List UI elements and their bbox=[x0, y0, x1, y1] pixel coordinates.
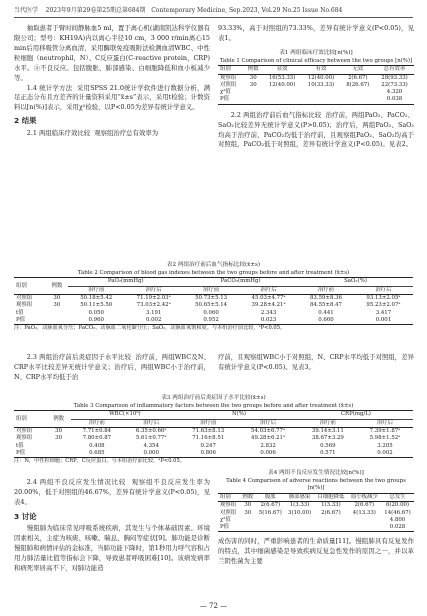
table-cell: 45.03±4.77ᵃ bbox=[251, 294, 286, 301]
table-1-caption-cn: 表1 两组临床疗效比较[n(%)] bbox=[279, 49, 353, 56]
table-cell: 16(53.33) bbox=[268, 74, 296, 81]
discussion-continuation: 成伤害的同时，严重影响患者的生命质量[11]。慢阻肺具有反复发作的特点，其中细菌感染是导致疾病反复急性发作的原因之一，并以革兰阴性菌为主要 bbox=[218, 537, 414, 566]
table-cell: t值 bbox=[16, 442, 24, 449]
table-cell: 50.65±5.14 bbox=[195, 302, 228, 309]
table-3-header-cell: 组别 bbox=[14, 411, 47, 428]
table-cell: 2.343 bbox=[260, 309, 277, 316]
section-2-3-body: 治疗前，两组WBC及N、CRP水平比较差异无统计学意义；治疗后，两组WBC小于治疗前，N、CRP水平均低于治 bbox=[14, 353, 210, 381]
table-2-sub-header: 治疗后 bbox=[145, 286, 162, 293]
journal-info-en: Contemporary Medicine, Sep.2023, Vol.29 No.25 Issue No.684 bbox=[151, 7, 343, 14]
table-cell: 对照组 bbox=[220, 509, 237, 516]
table-cell: 7.71±0.84 bbox=[82, 427, 112, 434]
table-cell: 8(26.67) bbox=[346, 81, 370, 88]
section-2-1-title: 2.1 两组临床疗效比较 bbox=[26, 128, 91, 137]
table-cell: 对照组 bbox=[16, 427, 33, 434]
section-2-title: 2 结果 bbox=[14, 116, 37, 126]
table-cell: 观察组 bbox=[220, 74, 237, 81]
header-divider bbox=[14, 17, 413, 18]
table-3-group-header: CRP(mg/L) bbox=[299, 411, 413, 419]
table-3-sub-row bbox=[14, 419, 413, 427]
table-1-header-cell: 组别 bbox=[220, 66, 231, 73]
table-cell: 2(6.67) bbox=[321, 509, 341, 516]
table-cell: 3.191 bbox=[145, 309, 162, 316]
table-cell: 0.408 bbox=[89, 442, 105, 449]
table-cell: 50.18±5.42 bbox=[80, 294, 113, 301]
table-cell: 6.35±0.66ᵃ bbox=[135, 427, 167, 434]
table-4-header-cell: 白细胞降低 bbox=[317, 493, 345, 500]
table-1-header-cell: 总有效率 bbox=[383, 66, 406, 73]
table-cell: 95.23±2.07ᵃ bbox=[366, 302, 401, 309]
table-4-header-cell: 总发生 bbox=[389, 493, 406, 500]
table-cell: 93.13±2.05ᵃ bbox=[366, 294, 401, 301]
table-cell: 观察组 bbox=[16, 435, 33, 442]
results-2-2-paragraph bbox=[218, 111, 414, 151]
table-3-caption-en: Table 3 Comparison of inflammatory factors between the two groups before and after treatment (x̄±s) bbox=[73, 402, 354, 409]
table-cell: 0.002 bbox=[377, 449, 393, 456]
issue-info-cn: 2023年9月第29卷第25期总第684期 bbox=[45, 7, 146, 14]
table-4-caption-en: Table 4 Comparison of adverse reactions between the two groups [n(%)] bbox=[226, 477, 406, 492]
table-cell: t值 bbox=[16, 309, 24, 316]
table-cell: 73.03±2.42ᵃ bbox=[136, 302, 171, 309]
table-cell: 71.19±2.03ᵃ bbox=[136, 294, 171, 301]
table-row bbox=[218, 524, 414, 532]
discussion-paragraph: 慢阻肺为临床常见呼吸系统疾病，其发生与个体基础因素、环境因素相关，主症为咳痰、咳嗽、喘息、胸闷等症状[9]。肺功能是诊断慢阻肺和病情评估的金标准，当肺功能下降时，第1秒用力呼气容积占用力肺活量比值等指标会下降，导致患者呼吸困难[10]。该病发病率和病死率居高不下，对肺功能造 bbox=[14, 524, 210, 572]
table-1-header-cell: 无效 bbox=[352, 66, 364, 73]
table-cell: 0.050 bbox=[88, 309, 104, 316]
table-cell: 30 bbox=[55, 435, 63, 442]
table-cell: 50.73±5.13 bbox=[195, 294, 228, 301]
table-cell: χ²值 bbox=[220, 89, 231, 96]
section-1-4-title: 1.4 统计学方法 bbox=[26, 83, 73, 92]
table-4-header-cell: 肺部感染 bbox=[288, 493, 311, 500]
table-cell: 4.354 bbox=[143, 442, 159, 449]
table-row bbox=[218, 89, 414, 96]
table-4-header-cell: 组别 bbox=[220, 493, 231, 500]
table-2-group-header: SaO₂(%) bbox=[298, 278, 413, 286]
table-cell: 84.55±8.47 bbox=[310, 302, 342, 309]
page-number: — 72 — bbox=[199, 602, 228, 610]
table-3-group-header: WBC(×10⁹) bbox=[71, 411, 180, 419]
section-2-2-title: 2.2 两组治疗前后血气指标比较 bbox=[230, 110, 322, 119]
table-cell: 4.320 bbox=[386, 89, 403, 96]
table-cell: 30 bbox=[249, 74, 257, 81]
section-1-4-body: 采用SPSS 21.0统计学软件进行数据分析，满足正态分布且方差齐的计量资料采用“x̄±s”表示，采用t检验；计数资料以[n(%)]表示，采用χ²检验，以P<0.05为差异有统计学意义。 bbox=[14, 83, 210, 112]
table-row bbox=[14, 294, 413, 302]
table-3 bbox=[14, 395, 413, 465]
table-cell: 3(10.00) bbox=[288, 509, 312, 516]
table-cell: 30 bbox=[55, 427, 63, 434]
table-1-header-row bbox=[218, 66, 414, 74]
table-cell: 30 bbox=[249, 81, 257, 88]
table-cell: 30 bbox=[53, 302, 61, 309]
table-3-sub-header: 治疗后 bbox=[259, 419, 277, 426]
table-row bbox=[218, 74, 414, 82]
table-3-sub-header: 治疗前 bbox=[200, 419, 217, 426]
table-cell: 0.060 bbox=[203, 309, 219, 316]
table-cell: P值 bbox=[16, 316, 26, 323]
table-cell: 5.61±0.77ᵃ bbox=[135, 435, 167, 442]
table-cell: 0.660 bbox=[318, 316, 334, 323]
table-cell: 0.571 bbox=[320, 449, 336, 456]
table-cell: 2.832 bbox=[260, 442, 276, 449]
section-3-title: 3 讨论 bbox=[14, 511, 37, 521]
table-cell: 对照组 bbox=[16, 294, 33, 301]
table-row bbox=[218, 96, 414, 104]
efficacy-continuation: 93.33%，高于对照组的73.33%，差异有统计学意义(P<0.05)，见表1。 bbox=[218, 24, 414, 42]
section-2-4-body: 观察组不良反应发生率为20.00%，低于对照组的46.67%，差异有统计学意义(P<0.05)，见表4。 bbox=[14, 478, 210, 506]
table-cell: 1(3.33) bbox=[321, 502, 341, 509]
table-cell: 0.028 bbox=[389, 524, 406, 531]
table-cell: 49.28±6.21ᵃ bbox=[251, 435, 286, 442]
inflammation-continuation: 疗前，且观察组WBC小于对照组，N、CRP水平均低于对照组，差异有统计学意义(P<0.05)。见表3。 bbox=[218, 353, 414, 371]
table-cell: 7.39±1.87ᵃ bbox=[369, 427, 401, 434]
section-2-2-body: 治疗前，两组PaO₂、PaCO₂、SaO₂比较差异无统计学意义(P>0.05)；治疗后，两组PaO₂、SaO₂均高于治疗前，PaCO₂均低于治疗前，且观察组PaO₂、SaO₂均高于对照组，PaCO₂低于对照组，差异有统计学意义(P<0.05)。见表2。 bbox=[218, 110, 414, 149]
table-2-caption-cn: 表2 两组治疗前后血气指标比较(x̄±s) bbox=[166, 262, 261, 268]
table-3-note: 注：N，中性粒细胞；CRP，C反应蛋白。与本组治疗前比较，ᵃP<0.05。 bbox=[14, 458, 185, 465]
stats-paragraph bbox=[14, 84, 210, 114]
table-row bbox=[14, 435, 413, 442]
table-2-sub-header: 治疗前 bbox=[317, 286, 335, 293]
table-cell: 2(6.67) bbox=[354, 502, 375, 509]
table-4-header-cell: 腹胀 bbox=[264, 493, 276, 500]
table-2-caption-en: Table 2 Comparison of blood gas indexes between the two groups before and after treatment (x̄±s) bbox=[77, 269, 350, 276]
table-2-sub-row bbox=[14, 286, 413, 294]
table-cell: 2(6.67) bbox=[347, 74, 368, 81]
table-4-grid bbox=[218, 493, 414, 532]
table-cell: 30 bbox=[244, 502, 252, 509]
table-cell: 0.002 bbox=[145, 316, 162, 323]
table-2-group-header: PaO₂(mmHg) bbox=[68, 278, 183, 286]
table-1-grid bbox=[218, 65, 414, 104]
table-cell: 0.685 bbox=[89, 449, 105, 456]
table-cell: 54.03±6.77ᵃ bbox=[251, 427, 286, 434]
table-cell: 12(40.00) bbox=[268, 81, 296, 88]
table-row bbox=[14, 317, 413, 325]
table-cell: 0.806 bbox=[200, 449, 216, 456]
table-cell: 0.441 bbox=[318, 309, 334, 316]
table-cell: 50.11±5.50 bbox=[80, 302, 113, 309]
table-1-header-cell: 有效 bbox=[315, 66, 327, 73]
table-cell: 12(40.00) bbox=[307, 74, 335, 81]
right-column-top bbox=[218, 24, 414, 150]
section-2-4-title: 2.4 两组不良反应发生情况比较 bbox=[26, 478, 127, 486]
table-4 bbox=[218, 470, 414, 567]
table-cell: 39.28±4.21ᵃ bbox=[251, 302, 286, 309]
table-cell: 4(13.33) bbox=[352, 509, 376, 516]
table-3-sub-header: 治疗前 bbox=[319, 419, 336, 426]
table-2-group-row bbox=[14, 278, 413, 286]
table-4-header-cell: 血小板减少 bbox=[350, 493, 378, 500]
table-cell: 39.14±3.11 bbox=[311, 427, 344, 434]
table-cell: 观察组 bbox=[16, 302, 33, 309]
table-cell: 3.417 bbox=[375, 309, 392, 316]
table-cell: 观察组 bbox=[220, 502, 237, 509]
section-2-3-title: 2.3 两组治疗前后炎症因子水平比较 bbox=[26, 353, 132, 361]
table-cell: P值 bbox=[16, 449, 26, 456]
table-2 bbox=[14, 262, 413, 332]
table-2-group-header: PaCO₂(mmHg) bbox=[183, 278, 298, 286]
table-row bbox=[14, 450, 413, 458]
table-1-header-cell: 例数 bbox=[247, 66, 259, 73]
table-cell: 0.023 bbox=[260, 316, 277, 323]
table-cell: 3.205 bbox=[377, 442, 393, 449]
table-cell: 0.001 bbox=[375, 316, 392, 323]
table-2-header-cell: 例数 bbox=[45, 278, 68, 295]
table-3-group-header: N(%) bbox=[179, 411, 299, 419]
table-cell: 71.16±8.51 bbox=[192, 435, 225, 442]
table-cell: 83.59±8.36 bbox=[310, 294, 342, 301]
table-cell: 30 bbox=[244, 509, 252, 516]
results-2-4-paragraph bbox=[14, 478, 210, 508]
table-3-header-cell: 例数 bbox=[47, 411, 71, 428]
table-row bbox=[14, 302, 413, 309]
table-cell: 0.960 bbox=[88, 316, 104, 323]
table-3-sub-header: 治疗前 bbox=[88, 419, 105, 426]
section-2-1-body: 观察组治疗总有效率为 bbox=[94, 128, 159, 137]
left-column-bottom bbox=[14, 478, 210, 574]
table-row bbox=[218, 502, 414, 510]
table-cell: 6(20.00) bbox=[385, 502, 410, 509]
table-2-header-cell: 组别 bbox=[14, 278, 45, 295]
table-2-sub-header: 治疗前 bbox=[88, 286, 105, 293]
table-cell: χ²值 bbox=[220, 516, 231, 523]
journal-name-cn: 当代医学 bbox=[14, 7, 39, 14]
table-4-header-row bbox=[218, 493, 414, 501]
table-cell: 2(6.67) bbox=[260, 502, 281, 509]
table-row bbox=[218, 517, 414, 524]
table-cell: 1(3.33) bbox=[289, 502, 310, 509]
table-cell: 5.98±1.52ᵃ bbox=[369, 435, 401, 442]
left-column-top bbox=[14, 24, 210, 139]
table-cell: 28(93.33) bbox=[381, 74, 408, 81]
table-4-header-cell: 例数 bbox=[242, 493, 254, 500]
table-row bbox=[14, 443, 413, 450]
table-2-grid bbox=[14, 277, 413, 325]
table-1-caption-en: Table 1 Comparison of clinical efficacy between the two groups [n(%)] bbox=[219, 57, 413, 64]
table-cell: 0.006 bbox=[260, 449, 276, 456]
table-2-sub-header: 治疗后 bbox=[260, 286, 277, 293]
table-cell: 0.247 bbox=[200, 442, 216, 449]
table-row bbox=[218, 510, 414, 517]
table-1 bbox=[218, 50, 414, 105]
table-2-note: 注：PaO₂，动脉血氧分压；PaCO₂，动脉血二氧化碳分压；SaO₂，动脉血氧饱和度。与本组治疗前比较，ᵃP<0.05。 bbox=[14, 325, 286, 332]
table-2-sub-header: 治疗前 bbox=[203, 286, 220, 293]
table-cell: 0.569 bbox=[320, 442, 336, 449]
table-cell: 对照组 bbox=[220, 81, 237, 88]
table-cell: P值 bbox=[220, 524, 230, 531]
table-3-grid bbox=[14, 410, 413, 458]
table-3-group-row bbox=[14, 411, 413, 419]
table-cell: 71.63±8.13 bbox=[192, 427, 225, 434]
table-cell: 0.952 bbox=[203, 316, 219, 323]
table-cell: 30 bbox=[53, 294, 61, 301]
table-row bbox=[14, 427, 413, 435]
table-cell: 38.67±3.29 bbox=[311, 435, 344, 442]
table-cell: 0.038 bbox=[386, 96, 403, 103]
table-cell: P值 bbox=[220, 96, 230, 103]
results-2-1-paragraph bbox=[14, 129, 210, 139]
table-3-caption-cn: 表3 两组治疗前后炎症因子水平比较(x̄±s) bbox=[161, 395, 266, 401]
methods-paragraph: 抽取患者于臂时间静脉血5 ml，置于离心机(湖南凯达科学仪器有限公司；型号：KH19A)内以离心半径10 cm，3 000 r/min离心15 min后用移吸管分离血清，采用酶联免疫吸附法检测血清WBC、中性粒细胞（neutrophil，N）、C反应蛋白(C-reactive protein，CRP)水平。④不良反应。包括腹胀、肺部感染、白细胞降低和血小板减少等。 bbox=[14, 24, 210, 82]
table-2-sub-header: 治疗后 bbox=[375, 286, 392, 293]
table-cell: 7.80±0.87 bbox=[82, 435, 112, 442]
table-row bbox=[218, 82, 414, 89]
table-cell: 22(73.33) bbox=[381, 81, 408, 88]
table-3-sub-header: 治疗后 bbox=[376, 419, 394, 426]
table-1-header-cell: 显效 bbox=[276, 66, 288, 73]
table-4-caption-cn: 表4 两组不良反应发生情况比较[n(%)] bbox=[268, 470, 364, 476]
table-cell: 0.000 bbox=[143, 449, 159, 456]
right-column-mid bbox=[218, 353, 414, 373]
table-cell: 5(16.67) bbox=[258, 509, 282, 516]
running-header bbox=[14, 6, 413, 15]
table-cell: 10(33.33) bbox=[307, 81, 335, 88]
table-cell: 4.800 bbox=[389, 516, 406, 523]
table-cell: 14(46.67) bbox=[384, 509, 411, 516]
results-2-3-paragraph bbox=[14, 353, 210, 383]
table-3-sub-header: 治疗后 bbox=[143, 419, 160, 426]
table-row bbox=[14, 310, 413, 317]
left-column-mid bbox=[14, 353, 210, 383]
